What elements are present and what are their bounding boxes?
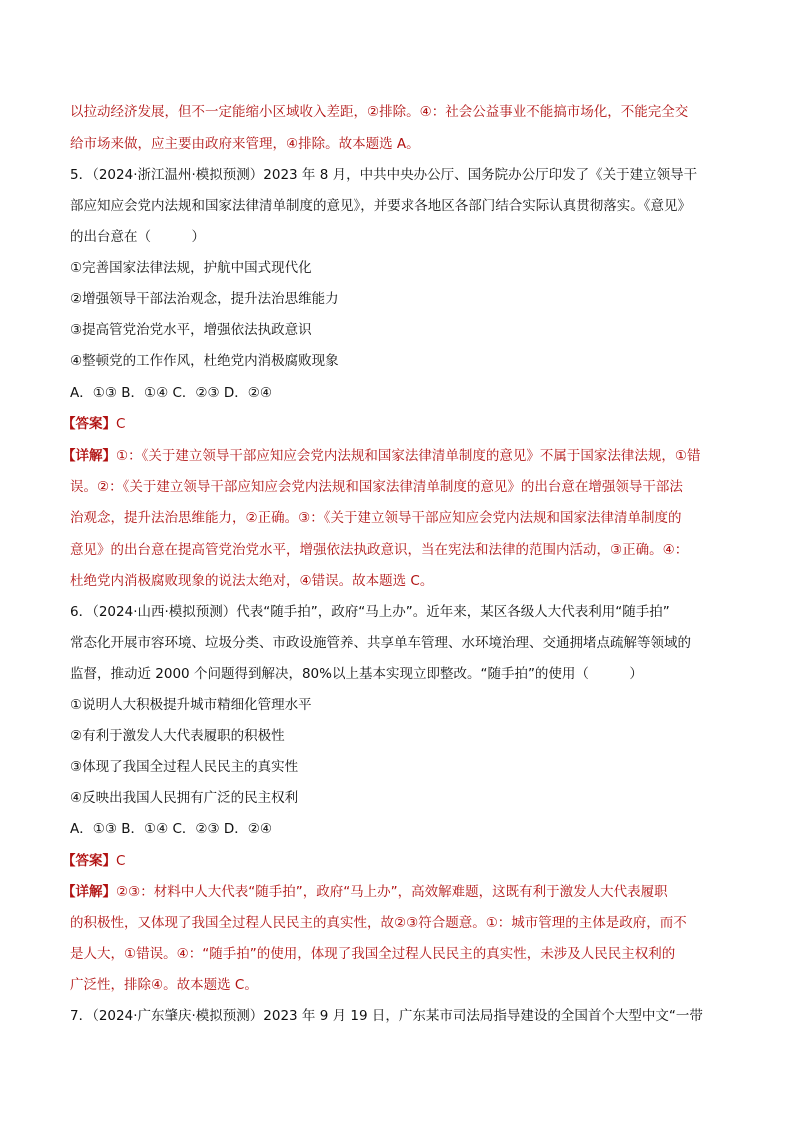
q6-detail-line-4: 广泛性，排除④。故本题选 C。 [70,977,258,993]
q6-answer-value: C [116,853,126,869]
q6-option-3: ③体现了我国全过程人民民主的真实性 [70,759,299,775]
q6-detail-text-1: ②③：材料中人大代表“随手拍”，政府“马上办”，高效解难题，这既有利于激发人大代表履职 [116,884,668,900]
q5-detail-label: 【详解】 [62,448,116,464]
q6-option-1: ①说明人大积极提升城市精细化管理水平 [70,697,312,713]
q6-option-2: ②有利于激发人大代表履职的积极性 [70,728,285,744]
q6-detail-label: 【详解】 [62,884,116,900]
q5-option-2: ②增强领导干部法治观念，提升法治思维能力 [70,291,339,307]
q6-stem-line-1: 6．（2024·山西·模拟预测）代表“随手拍”，政府“马上办”。近年来，某区各级人大代表利用“随手拍” [70,604,670,620]
q6-detail-line-1 [62,882,724,902]
q6-stem-line-2: 常态化开展市容环境、垃圾分类、市政设施管养、共享单车管理、水环境治理、交通拥堵点疏解等领域的 [70,635,691,651]
q6-option-4: ④反映出我国人民拥有广泛的民主权利 [70,790,299,806]
prev-detail-line-1: 以拉动经济发展，但不一定能缩小区域收入差距，②排除。④：社会公益事业不能搞市场化，不能完全交 [70,104,689,120]
q7-stem-line-1: 7．（2024·广东肇庆·模拟预测）2023 年 9 月 19 日，广东某市司法局指导建设的全国首个大型中文“一带 [70,1008,703,1024]
q6-answer-label: 【答案】 [62,853,116,869]
q5-detail-line-4: 意见》的出台意在提高管党治党水平，增强依法执政意识，当在宪法和法律的范围内活动，③正确。④： [70,542,689,558]
q5-answer-value: C [116,416,126,432]
q5-option-4: ④整顿党的工作作风，杜绝党内消极腐败现象 [70,353,339,369]
q5-detail-text-1: ①：《关于建立领导干部应知应会党内法规和国家法律清单制度的意见》不属于国家法律法规，①错 [116,448,701,464]
q5-choices: A．①③ B．①④ C．②③ D．②④ [70,385,273,401]
q5-detail-line-5: 杜绝党内消极腐败现象的说法太绝对，④错误。故本题选 C。 [70,573,434,589]
q5-detail-line-3: 治观念，提升法治思维能力，②正确。③：《关于建立领导干部应知应会党内法规和国家法律清单制度的 [70,510,682,526]
q5-detail-line-2: 误。②：《关于建立领导干部应知应会党内法规和国家法律清单制度的意见》的出台意在增强领导干部法 [70,479,683,495]
q5-answer [62,414,724,434]
q6-choices: A．①③ B．①④ C．②③ D．②④ [70,821,273,837]
q5-option-1: ①完善国家法律法规，护航中国式现代化 [70,260,312,276]
q6-answer [62,851,724,871]
q6-detail-line-3: 是人大，①错误。④：“随手拍”的使用，体现了我国全过程人民民主的真实性，未涉及人民民主权利的 [70,946,676,962]
q6-detail-line-2: 的积极性，又体现了我国全过程人民民主的真实性，故②③符合题意。①：城市管理的主体是政府，而不 [70,915,687,931]
q5-option-3: ③提高管党治党水平，增强依法执政意识 [70,322,312,338]
q5-stem-line-2: 部应知应会党内法规和国家法律清单制度的意见》，并要求各地区各部门结合实际认真贯彻落实。《意见》 [70,198,691,214]
q5-stem-line-1: 5．（2024·浙江温州·模拟预测）2023 年 8 月，中共中央办公厅、国务院办公厅印发了《关于建立领导干 [70,167,698,183]
q5-stem-line-3: 的出台意在（ ） [70,229,205,245]
q5-detail-line-1 [62,446,724,466]
q5-answer-label: 【答案】 [62,416,116,432]
q6-stem-line-3: 监督，推动近 2000 个问题得到解决，80%以上基本实现立即整改。“随手拍”的使用（ ） [70,666,643,682]
prev-detail-line-2: 给市场来做，应主要由政府来管理，④排除。故本题选 A。 [70,136,420,152]
